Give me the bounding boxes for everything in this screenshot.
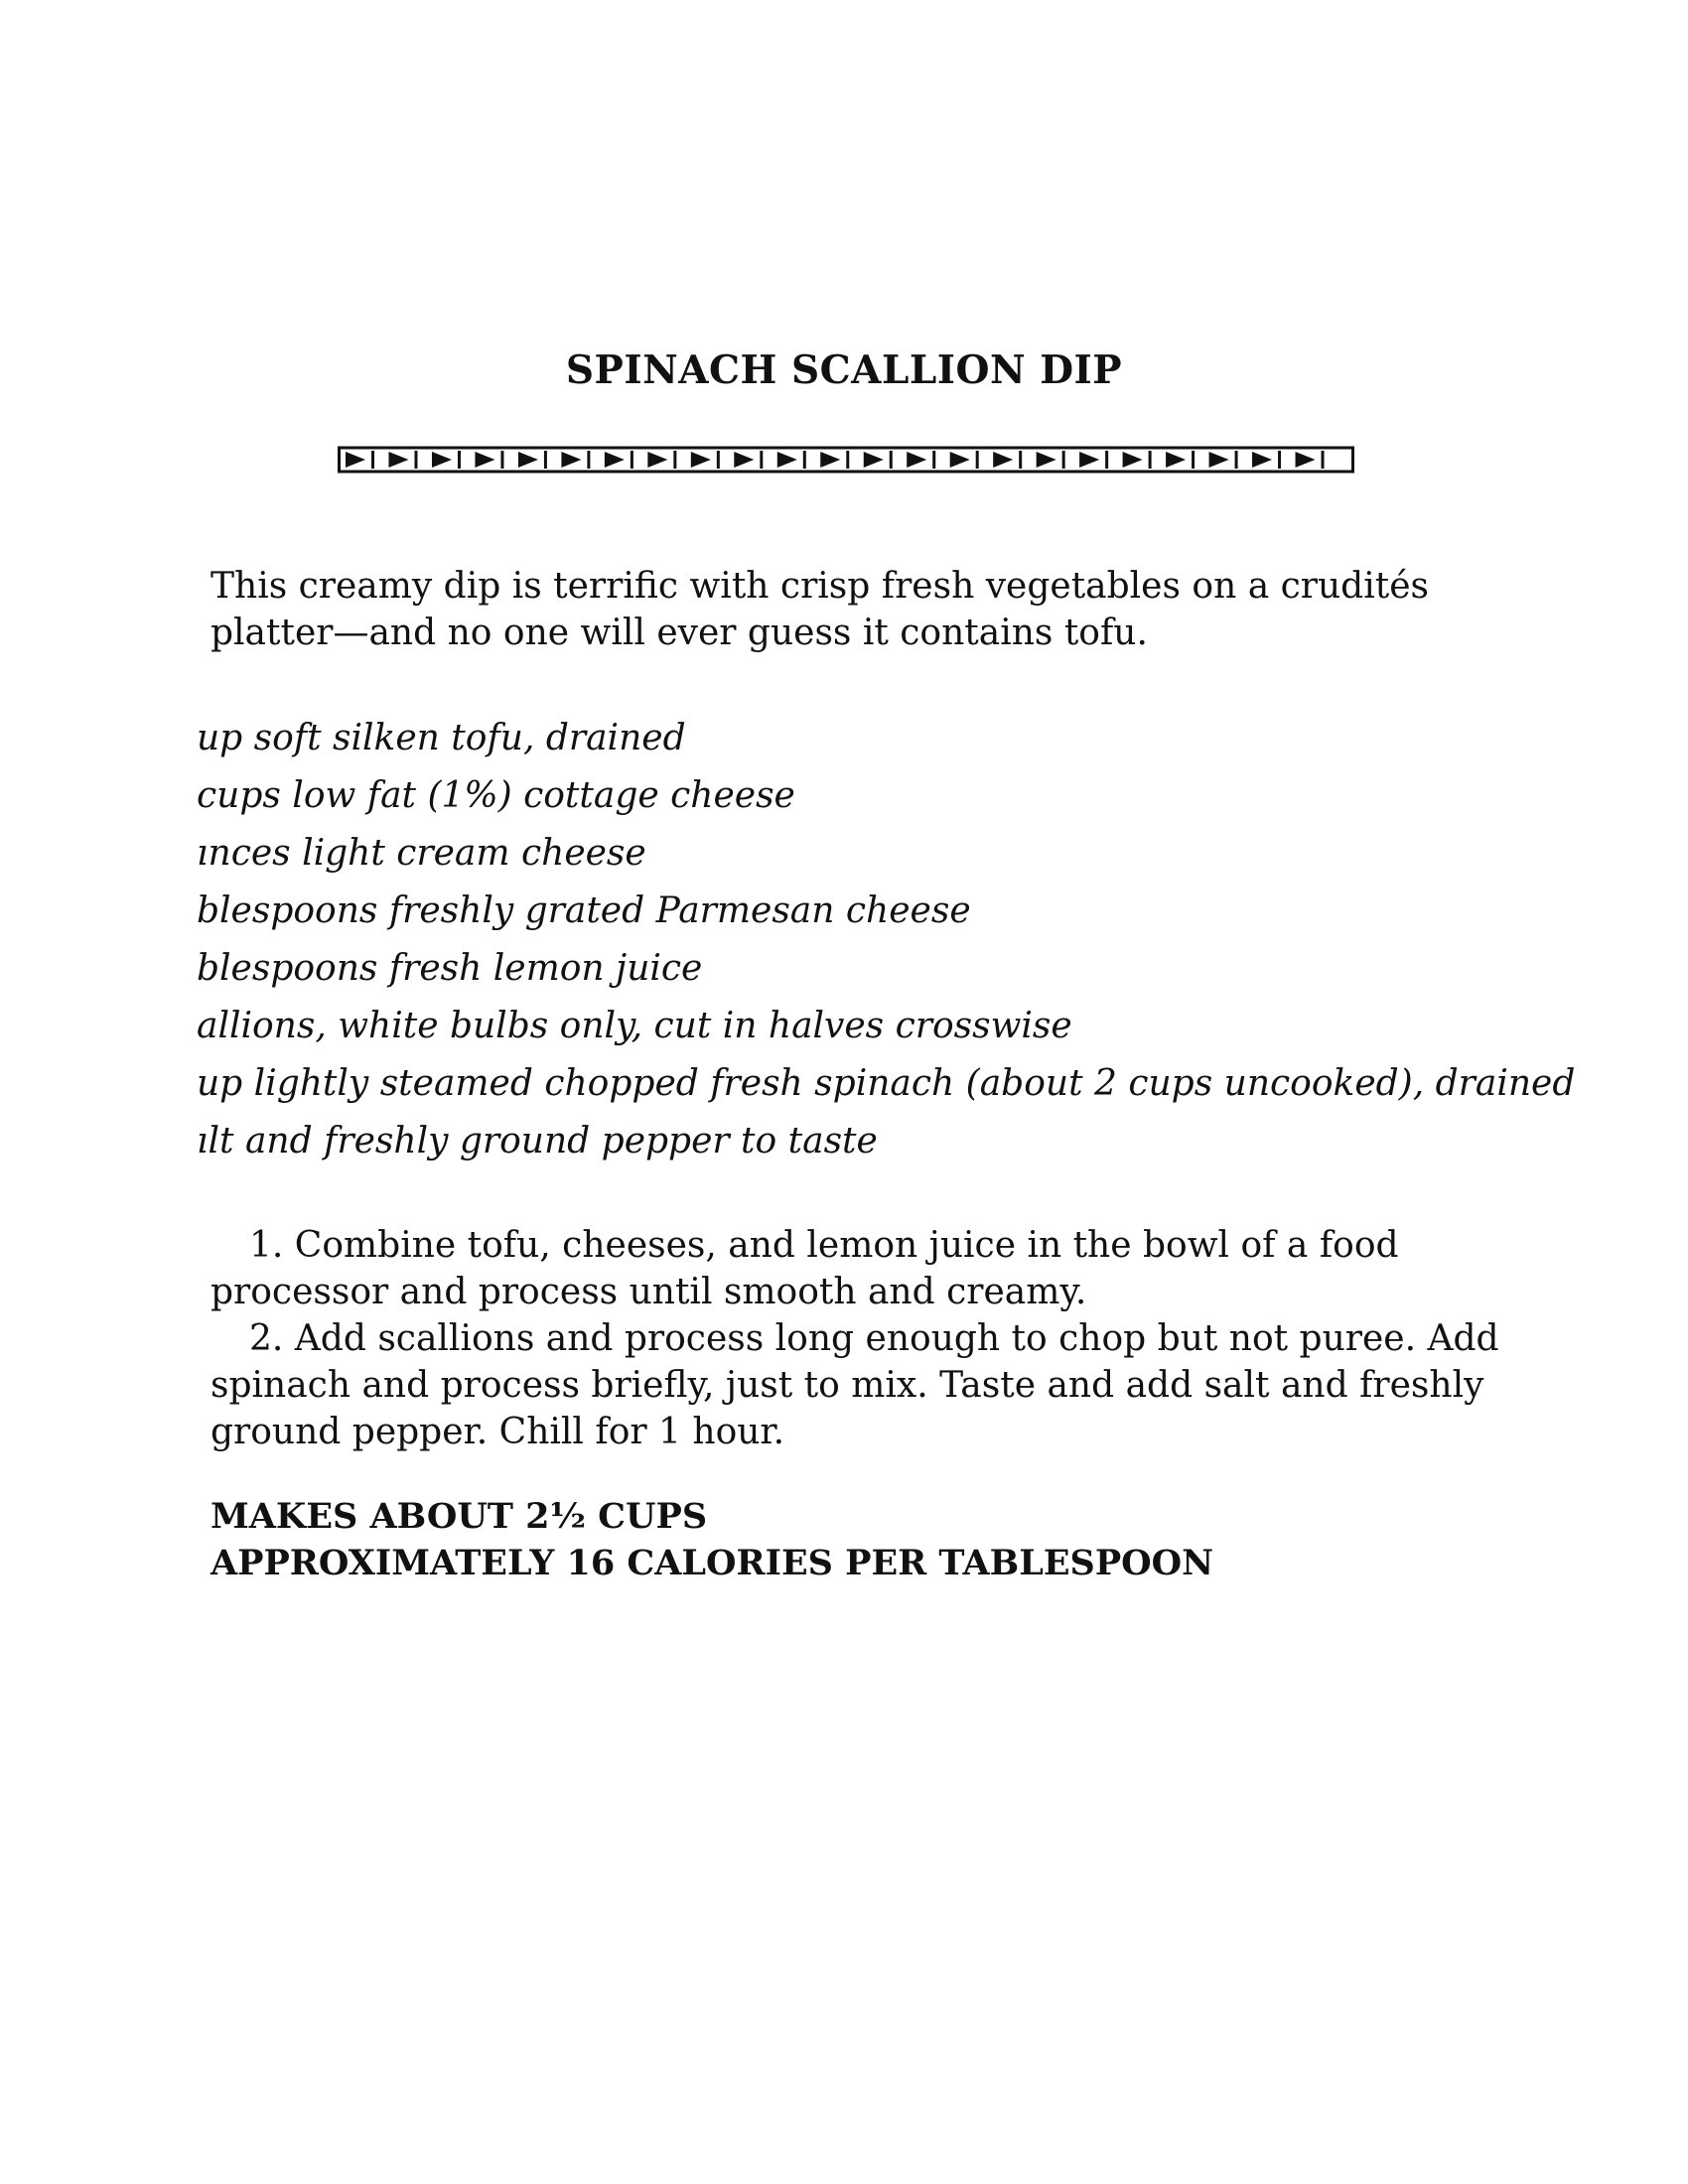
- divider-tick: [1322, 451, 1325, 469]
- divider-tick: [976, 451, 979, 469]
- arrow-glyph: [1037, 452, 1056, 468]
- arrow-glyph: [820, 452, 840, 468]
- divider-tick: [631, 451, 633, 469]
- arrow-glyph: [561, 452, 581, 468]
- divider-tick: [544, 451, 547, 469]
- method-step: 2. Add scallions and process long enough to chop but not puree. Add spinach and process briefly, just to mix. Taste and add salt and freshly ground pepper. Chill for 1 hour.: [211, 1318, 1499, 1452]
- arrow-glyph: [518, 452, 538, 468]
- calories-text: APPROXIMATELY 16 CALORIES PER TABLESPOON: [211, 1543, 1214, 1583]
- yield-block: [211, 1493, 1213, 1586]
- ingredient-item: ılt and freshly ground pepper to taste: [197, 1121, 878, 1161]
- ingredient-item: allions, white bulbs only, cut in halves crosswise: [197, 1006, 1072, 1046]
- ingredient-item: up lightly steamed chopped fresh spinach (about 2 cups uncooked), drained: [197, 1063, 1576, 1104]
- divider-tick: [414, 451, 417, 469]
- arrow-glyph: [1123, 452, 1143, 468]
- ingredient-item: up soft silken tofu, drained: [197, 718, 686, 758]
- divider-tick: [1149, 451, 1152, 469]
- divider-tick: [1062, 451, 1065, 469]
- arrow-border-ornament: [338, 445, 1354, 475]
- yield-text: MAKES ABOUT 2½ CUPS: [211, 1496, 708, 1537]
- divider-tick: [803, 451, 806, 469]
- recipe-title: SPINACH SCALLION DIP: [565, 347, 1123, 393]
- arrow-glyph: [734, 452, 754, 468]
- arrow-glyph: [647, 452, 667, 468]
- arrow-glyph: [864, 452, 884, 468]
- arrow-glyph: [907, 452, 926, 468]
- divider-tick: [371, 451, 374, 469]
- arrow-glyph: [777, 452, 797, 468]
- ingredient-item: cups low fat (1%) cottage cheese: [197, 775, 795, 816]
- divider-tick: [1192, 451, 1195, 469]
- divider-tick: [1278, 451, 1281, 469]
- arrow-glyph: [388, 452, 408, 468]
- divider-tick: [846, 451, 849, 469]
- ingredient-list: [197, 710, 1575, 1170]
- divider-tick: [890, 451, 893, 469]
- arrow-glyph: [1252, 452, 1272, 468]
- arrow-glyph: [346, 452, 365, 468]
- arrow-glyph: [1296, 452, 1316, 468]
- arrow-glyph: [1079, 452, 1099, 468]
- arrow-glyph: [950, 452, 970, 468]
- recipe-intro: This creamy dip is terrific with crisp fresh vegetables on a crudités platter—and no one will ever guess it contains tofu.: [211, 566, 1429, 653]
- method-step: 1. Combine tofu, cheeses, and lemon juice in the bowl of a food processor and process until smooth and creamy.: [211, 1225, 1399, 1312]
- arrow-glyph: [993, 452, 1013, 468]
- arrow-glyph: [1209, 452, 1229, 468]
- divider-tick: [932, 451, 935, 469]
- method-steps: [211, 1222, 1501, 1455]
- divider-tick: [1019, 451, 1022, 469]
- ingredient-item: blespoons fresh lemon juice: [197, 948, 703, 989]
- divider-tick: [673, 451, 676, 469]
- divider-tick: [458, 451, 461, 469]
- divider-tick: [760, 451, 763, 469]
- divider-tick: [1105, 451, 1108, 469]
- divider-tick: [587, 451, 590, 469]
- ingredient-item: blespoons freshly grated Parmesan cheese: [197, 890, 971, 931]
- arrow-glyph: [432, 452, 452, 468]
- divider-tick: [500, 451, 503, 469]
- divider-tick: [1235, 451, 1238, 469]
- arrow-glyph: [605, 452, 625, 468]
- ingredient-item: ınces light cream cheese: [197, 833, 646, 874]
- arrow-glyph: [1166, 452, 1186, 468]
- divider-tick: [717, 451, 720, 469]
- arrow-glyph: [691, 452, 711, 468]
- arrow-glyph: [475, 452, 494, 468]
